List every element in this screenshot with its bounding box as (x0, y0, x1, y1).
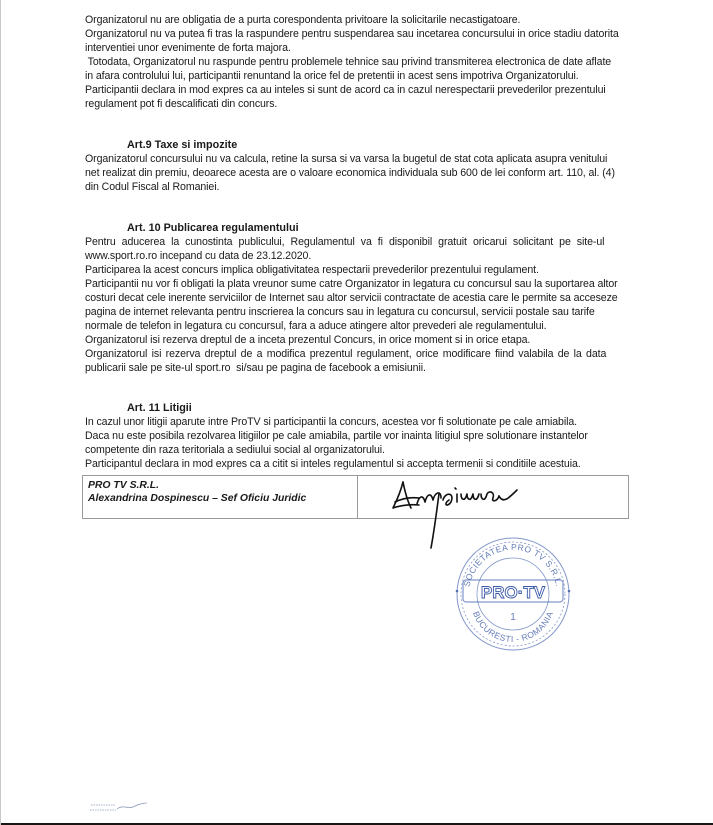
text-line: publicarii sale pe site-ul sport.ro si/sau pe pagina de facebook a emisiunii. (85, 362, 426, 374)
text-line: pagina de internet relevanta pentru inscrierea la concurs sau in legatura cu concursul, servicii postale sau tarife (85, 306, 595, 318)
text-line: Organizatorul nu are obligatia de a purta corespondenta privitoare la solicitarile necastigatoare. (85, 14, 521, 26)
article-heading: Art. 10 Publicarea regulamentului (127, 222, 299, 234)
footer-initials-stamp-icon (89, 800, 149, 816)
article-10-section (85, 221, 631, 375)
text-line: net realizat din premiu, deoarece acesta are o valoare economica individuala sub 600 de lei conform art. 110, al. (4) (85, 167, 615, 179)
svg-text:BUCURESTI - ROMANIA: BUCURESTI - ROMANIA (471, 609, 555, 645)
text-line: Organizatorul isi rezerva dreptul de a inceta prezentul Concurs, in orice moment si in orice etapa. (85, 334, 531, 346)
text-line: Participantii nu vor fi obligati la plata vreunor sume catre Organizator in legatura cu concursul sau la suportarea altor (85, 278, 618, 290)
article-11-section (85, 401, 631, 471)
document-body (85, 13, 631, 471)
article-9-section (85, 138, 631, 194)
text-line: normale de telefon in legatura cu concursul, fara a aduce atingere altor prevederi ale regulamentului. (85, 320, 547, 332)
article-heading: Art. 11 Litigii (127, 402, 192, 414)
text-line: Organizatorul concursului nu va calcula, retine la sursa si va varsa la bugetul de stat cota aplicata asupra venitului (85, 153, 608, 165)
company-name: PRO TV S.R.L. (88, 480, 160, 491)
company-stamp-icon (447, 532, 579, 654)
svg-text:1: 1 (510, 612, 516, 623)
text-line: in afara controlului lui, participantii renuntand la orice fel de pretentii in acest sens impotriva Organizatorului. (85, 70, 579, 82)
text-line: Totodata, Organizatorul nu raspunde pentru problemele tehnice sau privind transmiterea electronica de date aflate (85, 56, 612, 68)
signatory-cell (83, 476, 358, 518)
signatory-name: Alexandrina Dospinescu – Sef Oficiu Juridic (88, 493, 307, 504)
text-line: In cazul unor litigii aparute intre ProTV si participantii la concurs, acestea vor fi solutionate pe cale amiabila. (85, 416, 577, 428)
intro-section (85, 13, 631, 111)
text-line: Pentru aducerea la cunostinta publicului, Regulamentul va fi disponibil gratuit oricarui solicitant pe site-ul (85, 236, 605, 248)
text-line: www.sport.ro.ro incepand cu data de 23.12.2020. (85, 250, 312, 262)
text-line: Organizatorul isi rezerva dreptul de a modifica prezentul regulament, orice modificare fiind valabila de la data (85, 348, 607, 360)
text-line: Participantii declara in mod expres ca au inteles si sunt de acord ca in cazul nerespectarii prevederilor prezentului (85, 84, 606, 96)
svg-text:SOCIETATEA PRO TV S.R.L.: SOCIETATEA PRO TV S.R.L. (461, 541, 565, 588)
text-line: Daca nu este posibila rezolvarea litigiilor pe cale amiabila, partile vor inainta litigiul spre solutionare instantelor (85, 430, 588, 442)
text-line: competente din raza teritoriala a sediului social al organizatorului. (85, 444, 385, 456)
text-line: costuri decat cele inerente serviciilor de Internet sau altor servicii contractate de acestia care le permite sa acceseze (85, 292, 618, 304)
text-line: interventiei unor evenimente de forta majora. (85, 42, 291, 54)
text-line: Participantul declara in mod expres ca a citit si inteles regulamentul si accepta termenii si conditiile acestuia. (85, 458, 581, 470)
text-line: din Codul Fiscal al Romaniei. (85, 181, 220, 193)
svg-text:PRO·TV: PRO·TV (480, 583, 546, 602)
article-heading: Art.9 Taxe si impozite (127, 139, 238, 151)
signature-table (82, 475, 629, 519)
text-line: Organizatorul nu va putea fi tras la raspundere pentru suspendarea sau incetarea concursului in orice stadiu datorita (85, 28, 619, 40)
text-line: regulament pot fi descalificati din concurs. (85, 98, 278, 110)
text-line: Participarea la acest concurs implica obligativitatea respectarii prevederilor prezentului regulament. (85, 264, 539, 276)
